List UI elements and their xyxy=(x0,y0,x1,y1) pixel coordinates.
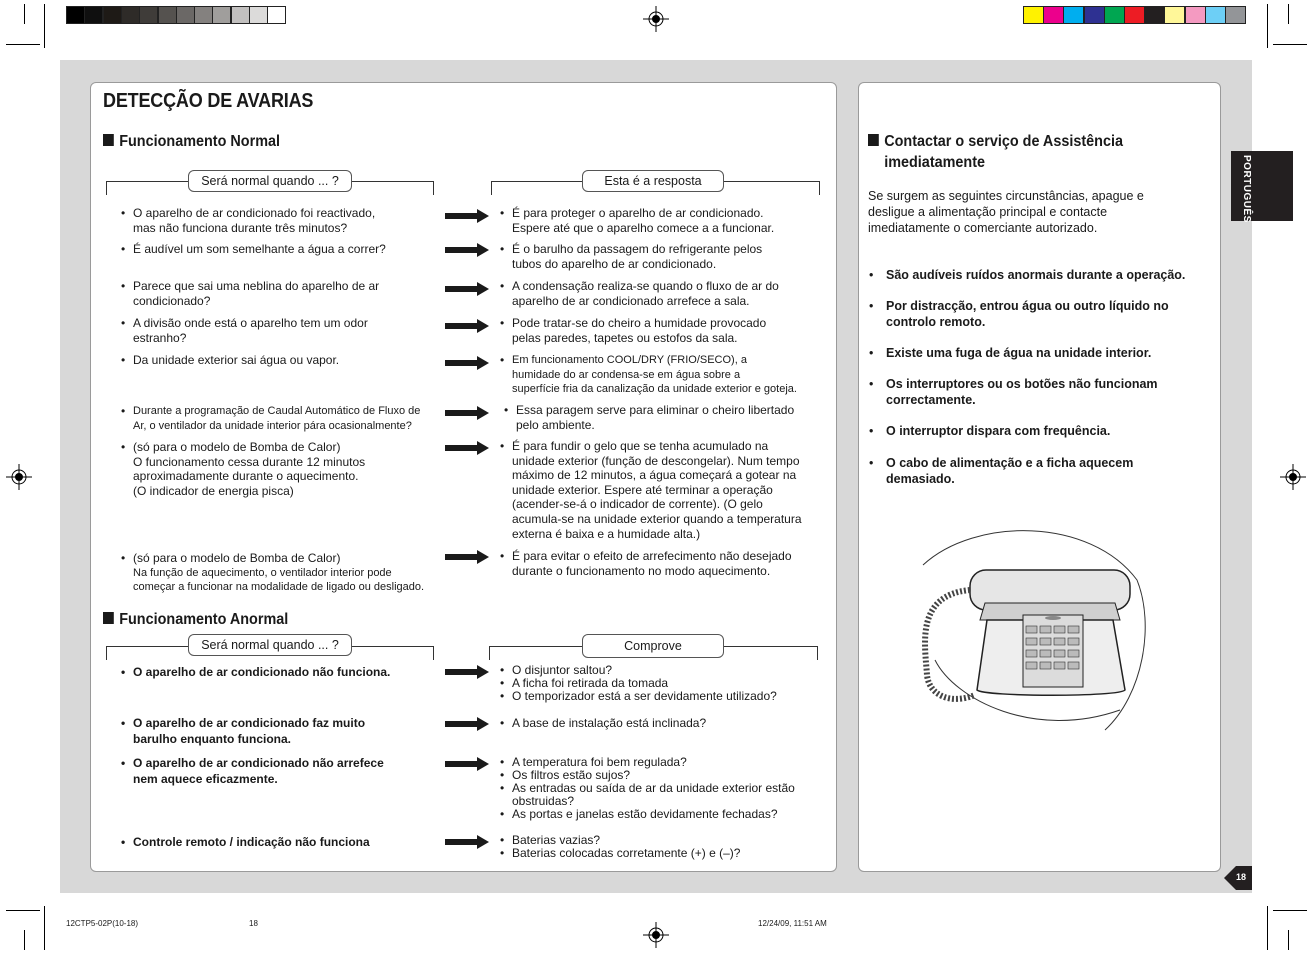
answer-text: Baterias vazias? xyxy=(512,833,601,847)
question-line: mas não funciona durante três minutos? xyxy=(133,220,348,235)
answer-line: A condensação realiza-se quando o fluxo de ar do xyxy=(512,279,779,293)
question-line: Durante a programação de Caudal Automático de Fluxo de xyxy=(133,405,421,417)
bullet: • xyxy=(869,456,874,470)
bullet: • xyxy=(869,268,874,282)
bullet: • xyxy=(121,316,126,330)
contact-item-line: controlo remoto. xyxy=(886,315,986,329)
question-line: nem aquece eficazmente. xyxy=(133,772,278,786)
contact-item xyxy=(869,455,1134,487)
abnormal-answer xyxy=(500,755,795,821)
answer-line: É para fundir o gelo que se tenha acumulado na xyxy=(512,439,769,453)
normal-question xyxy=(121,353,340,368)
square-bullet-icon xyxy=(868,134,879,146)
bullet: • xyxy=(500,206,505,220)
question-line: começar a funcionar na modalidade de ligado ou desligado. xyxy=(133,581,425,594)
abnormal-left-header: Será normal quando ... ? xyxy=(188,634,352,656)
footer-page: 18 xyxy=(249,919,258,928)
normal-question xyxy=(121,440,366,498)
question-line: Controle remoto / indicação não funciona xyxy=(133,835,370,849)
bullet: • xyxy=(121,665,126,679)
bullet: • xyxy=(121,756,126,770)
registration-mark-right xyxy=(1280,464,1306,490)
normal-question xyxy=(121,551,425,595)
question-line: (só para o modelo de Bomba de Calor) xyxy=(133,551,341,565)
normal-answer xyxy=(500,353,797,397)
answer-line: unidade exterior (função de descongelar). Num tempo xyxy=(512,453,800,468)
bullet: • xyxy=(500,781,505,795)
right-arrow-icon xyxy=(445,243,489,257)
answer-text: A temperatura foi bem regulada? xyxy=(512,755,687,769)
question-line: (O indicador de energia pisca) xyxy=(133,483,294,498)
contact-item xyxy=(869,267,1186,283)
square-bullet-icon xyxy=(103,612,114,624)
answer-text: O temporizador está a ser devidamente utilizado? xyxy=(512,689,777,703)
right-arrow-icon xyxy=(445,441,489,455)
normal-left-header: Será normal quando ... ? xyxy=(188,170,352,192)
right-arrow-icon xyxy=(445,319,489,333)
footer-timestamp: 12/24/09, 11:51 AM xyxy=(758,919,827,928)
section-heading-normal: Funcionamento Normal xyxy=(103,133,280,151)
normal-answer xyxy=(500,439,802,541)
abnormal-question xyxy=(121,834,370,850)
answer-line: aparelho de ar condicionado arrefece a sala. xyxy=(512,293,750,308)
normal-question xyxy=(121,206,376,235)
contact-item-line: O interruptor dispara com frequência. xyxy=(886,424,1111,438)
bullet: • xyxy=(869,346,874,360)
page-title: DETECÇÃO DE AVARIAS xyxy=(103,90,314,112)
answer-line: É para evitar o efeito de arrefecimento não desejado xyxy=(512,549,792,563)
contact-intro: Se surgem as seguintes circunstâncias, apague e desligue a alimentação principal e contacte imediatamente o comerciante autorizado. xyxy=(868,189,1144,235)
answer-text: Os filtros estão sujos? xyxy=(512,768,631,782)
question-line: A divisão onde está o aparelho tem um odor xyxy=(133,316,368,330)
normal-answer xyxy=(500,279,779,308)
contact-item xyxy=(869,298,1169,330)
answer-line: máximo de 12 minutos, a água começará a gotear na xyxy=(512,468,797,483)
answer-line: superfície fria da canalização da unidade exterior e goteja. xyxy=(512,383,797,396)
question-line: Da unidade exterior sai água ou vapor. xyxy=(133,353,340,367)
question-line: Parece que sai uma neblina do aparelho de ar xyxy=(133,279,380,293)
answer-line: acumula-se na unidade exterior quando a temperatura xyxy=(512,511,802,526)
registration-mark-top xyxy=(643,6,669,32)
bullet: • xyxy=(500,716,505,730)
right-arrow-icon xyxy=(445,835,489,849)
bullet: • xyxy=(500,755,505,769)
answer-text: As portas e janelas estão devidamente fechadas? xyxy=(512,807,778,821)
question-line: O funcionamento cessa durante 12 minutos xyxy=(133,454,366,469)
abnormal-question xyxy=(121,664,391,680)
bullet: • xyxy=(500,807,505,821)
answer-line: humidade do ar condensa-se em água sobre a xyxy=(512,368,741,381)
bullet: • xyxy=(869,424,874,438)
answer-text: A ficha foi retirada da tomada xyxy=(512,676,669,690)
answer-line xyxy=(500,689,777,703)
question-line: condicionado? xyxy=(133,293,211,308)
right-arrow-icon xyxy=(445,665,489,679)
contact-item-line: Por distracção, entrou água ou outro líquido no xyxy=(886,299,1169,313)
bullet: • xyxy=(869,299,874,313)
bullet: • xyxy=(121,551,126,565)
section-heading-contact: Contactar o serviço de Assistência imediatamente xyxy=(868,131,1123,173)
right-arrow-icon xyxy=(445,550,489,564)
answer-text: Baterias colocadas corretamente (+) e (–)? xyxy=(512,846,741,860)
normal-question xyxy=(121,316,368,345)
answer-line: pelo ambiente. xyxy=(516,417,595,432)
contact-item-line: O cabo de alimentação e a ficha aquecem xyxy=(886,456,1134,470)
contact-item-line: Existe uma fuga de água na unidade interior. xyxy=(886,346,1152,360)
footer-code: 12CTP5-02P(10-18) xyxy=(66,919,139,928)
question-line: barulho enquanto funciona. xyxy=(133,732,291,746)
answer-line: Em funcionamento COOL/DRY (FRIO/SECO), a xyxy=(512,354,747,366)
right-arrow-icon xyxy=(445,406,489,420)
contact-item-line: Os interruptores ou os botões não funcionam xyxy=(886,377,1158,391)
answer-line xyxy=(500,716,707,730)
question-line: (só para o modelo de Bomba de Calor) xyxy=(133,440,341,454)
answer-text: As entradas ou saída de ar da unidade exterior estão xyxy=(512,781,795,795)
square-bullet-icon xyxy=(103,134,114,146)
answer-line: Pode tratar-se do cheiro a humidade provocado xyxy=(512,316,767,330)
question-line: O aparelho de ar condicionado não funciona. xyxy=(133,665,391,679)
bullet: • xyxy=(121,279,126,293)
question-line: estranho? xyxy=(133,330,187,345)
telephone-illustration xyxy=(915,525,1150,745)
bullet: • xyxy=(500,768,505,782)
normal-answer xyxy=(500,549,792,578)
bullet: • xyxy=(500,439,505,453)
bullet: • xyxy=(500,242,505,256)
section-heading-abnormal: Funcionamento Anormal xyxy=(103,611,288,629)
answer-text: obstruidas? xyxy=(512,794,575,808)
right-arrow-icon xyxy=(445,356,489,370)
question-line: aproximadamente durante o aquecimento. xyxy=(133,469,359,484)
answer-line: É o barulho da passagem do refrigerante pelos xyxy=(512,242,763,256)
registration-mark-bottom xyxy=(643,922,669,948)
question-line: Ar, o ventilador da unidade interior pára ocasionalmente? xyxy=(133,419,412,432)
bullet: • xyxy=(504,403,509,417)
normal-question xyxy=(121,404,421,433)
abnormal-answer xyxy=(500,833,741,860)
normal-question xyxy=(121,279,380,308)
question-line: O aparelho de ar condicionado foi reactivado, xyxy=(133,206,376,220)
normal-right-header: Esta é a resposta xyxy=(582,170,724,192)
bullet: • xyxy=(500,846,505,860)
contact-item-line: demasiado. xyxy=(886,472,955,486)
normal-answer xyxy=(500,206,775,235)
abnormal-answer xyxy=(500,663,777,703)
abnormal-question xyxy=(121,755,384,787)
answer-line: unidade exterior. Espere até terminar a operação xyxy=(512,482,773,497)
bullet: • xyxy=(121,242,126,256)
contact-item xyxy=(869,345,1152,361)
answer-line: (acender-se-á o indicador de corrente). (O gelo xyxy=(512,497,763,512)
right-arrow-icon xyxy=(445,717,489,731)
bullet: • xyxy=(500,833,505,847)
question-line: Na função de aquecimento, o ventilador interior pode xyxy=(133,566,392,579)
right-arrow-icon xyxy=(445,209,489,223)
question-line: É audível um som semelhante a água a correr? xyxy=(133,242,386,256)
language-tab: PORTUGUÊS xyxy=(1231,151,1293,221)
bullet: • xyxy=(500,316,505,330)
bullet: • xyxy=(121,716,126,730)
normal-question xyxy=(121,242,386,257)
bullet: • xyxy=(121,353,126,367)
right-arrow-icon xyxy=(445,282,489,296)
answer-line: É para proteger o aparelho de ar condicionado. xyxy=(512,206,764,220)
answer-line: externa é baixa e a humidade alta.) xyxy=(512,526,701,541)
bullet: • xyxy=(121,440,126,454)
bullet: • xyxy=(869,377,874,391)
right-arrow-icon xyxy=(445,757,489,771)
answer-line: Essa paragem serve para eliminar o cheiro libertado xyxy=(516,403,795,417)
question-line: O aparelho de ar condicionado não arrefece xyxy=(133,756,384,770)
bullet: • xyxy=(121,206,126,220)
answer-text: O disjuntor saltou? xyxy=(512,663,613,677)
page-number-tab: 18 xyxy=(1224,866,1252,890)
answer-line: tubos do aparelho de ar condicionado. xyxy=(512,256,717,271)
contact-item xyxy=(869,376,1158,408)
registration-mark-left xyxy=(6,464,32,490)
answer-line xyxy=(500,846,741,860)
contact-item-line: São audíveis ruídos anormais durante a operação. xyxy=(886,268,1186,282)
bullet: • xyxy=(500,689,505,703)
bullet: • xyxy=(500,353,505,367)
abnormal-answer xyxy=(500,716,707,730)
bullet: • xyxy=(500,549,505,563)
bullet: • xyxy=(500,279,505,293)
answer-text: A base de instalação está inclinada? xyxy=(512,716,707,730)
answer-line: Espere até que o aparelho comece a a funcionar. xyxy=(512,220,775,235)
abnormal-right-header: Comprove xyxy=(582,634,724,658)
bullet: • xyxy=(121,404,126,418)
answer-line xyxy=(500,807,795,821)
normal-answer xyxy=(504,403,795,432)
question-line: O aparelho de ar condicionado faz muito xyxy=(133,716,366,730)
abnormal-question xyxy=(121,715,366,747)
bullet: • xyxy=(500,676,505,690)
normal-answer xyxy=(500,316,767,345)
contact-item xyxy=(869,423,1111,439)
bullet: • xyxy=(500,663,505,677)
answer-line: durante o funcionamento no modo aquecimento. xyxy=(512,563,771,578)
answer-line: pelas paredes, tapetes ou estofos da sala. xyxy=(512,330,738,345)
normal-answer xyxy=(500,242,763,271)
contact-item-line: correctamente. xyxy=(886,393,976,407)
bullet: • xyxy=(121,835,126,849)
